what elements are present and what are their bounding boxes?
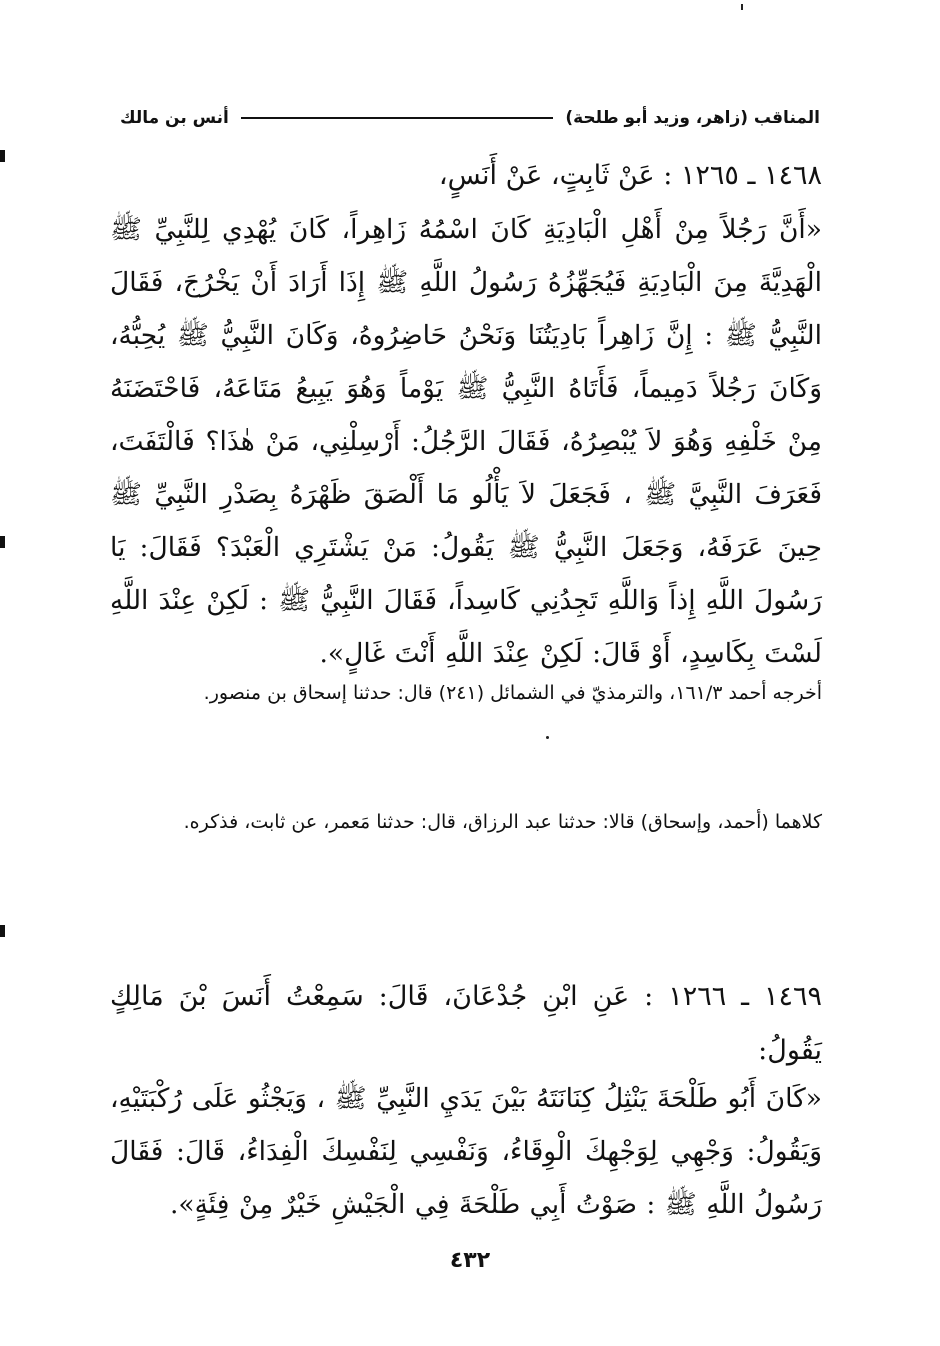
hadith-1468-heading: ١٤٦٨ ـ ١٢٦٥ : عَنْ ثَابِتٍ، عَنْ أَنَسٍ، xyxy=(438,160,822,191)
hadith-1469-text: «كَانَ أَبُو طَلْحَةَ يَنْثِلُ كِنَانَتَهُ بَيْنَ يَدَيِ النَّبِيِّ ﷺ ، وَيَجْثُو عَلَى رُكْبَتَيْهِ، وَيَقُولُ: وَجْهِي لِوَجْهِكَ الْوِقَاءُ، وَنَفْسِي لِنَفْسِكَ الْفِدَاءُ، قَالَ: فَقَالَ رَسُولُ اللَّهِ ﷺ : صَوْتُ أَبِي طَلْحَةَ فِي الْجَيْشِ خَيْرٌ مِنْ فِئَةٍ». xyxy=(110,1083,822,1220)
header-section-title: المناقب (زاهر، وزيد أبو طلحة) xyxy=(565,108,820,128)
takhrij-1468-narrators: أخرجه أحمد ١٦١/٣، والترمذيّ في الشمائل (٢٤١) قال: حدثنا إسحاق بن منصور. xyxy=(203,682,822,704)
header-rule xyxy=(241,117,553,119)
running-header xyxy=(120,100,820,136)
scan-edge-mark xyxy=(0,536,5,548)
scan-speck xyxy=(546,736,549,739)
hadith-1468-text: «أَنَّ رَجُلاً مِنْ أَهْلِ الْبَادِيَةِ كَانَ اسْمُهُ زَاهِراً، كَانَ يُهْدِي لِلنَّبِيِّ ﷺ الْهَدِيَّةَ مِنَ الْبَادِيَةِ فَيُجَهِّزُهُ رَسُولُ اللَّهِ ﷺ إِذَا أَرَادَ أَنْ يَخْرُجَ، فَقَالَ النَّبِيُّ ﷺ : إِنَّ زَاهِراً بَادِيَتُنَا وَنَحْنُ حَاضِرُوهُ، وَكَانَ النَّبِيُّ ﷺ يُحِبُّهُ، وَكَانَ رَجُلاً دَمِيماً، فَأَتَاهُ النَّبِيُّ ﷺ يَوْماً وَهُوَ يَبِيعُ مَتَاعَهُ، فَاحْتَضَنَهُ مِنْ خَلْفِهِ وَهُوَ لاَ يُبْصِرُهُ، فَقَالَ الرَّجُلُ: أَرْسِلْنِي، مَنْ هٰذَا؟ فَالْتَفَتَ، فَعَرَفَ النَّبِيَّ ﷺ ، فَجَعَلَ لاَ يَأْلُو مَا أَلْصَقَ ظَهْرَهُ بِصَدْرِ النَّبِيِّ ﷺ حِينَ عَرَفَهُ، وَجَعَلَ النَّبِيُّ ﷺ يَقُولُ: مَنْ يَشْتَرِي الْعَبْدَ؟ فَقَالَ: يَا رَسُولَ اللَّهِ إِذاً وَاللَّهِ تَجِدُنِي كَاسِداً، فَقَالَ النَّبِيُّ ﷺ : لَكِنْ عِنْدَ اللَّهِ لَسْتَ بِكَاسِدٍ، أَوْ قَالَ: لَكِنْ عِنْدَ اللَّهِ أَنْتَ غَالٍ». xyxy=(110,214,822,669)
page-number: ٤٣٢ xyxy=(449,1248,491,1273)
takhrij-1468-chain: كلاهما (أحمد، وإسحاق) قالا: حدثنا عبد الرزاق، قال: حدثنا مَعمر، عن ثابت، فذكره. xyxy=(183,811,822,833)
scan-speck xyxy=(741,4,743,10)
scan-edge-mark xyxy=(0,925,5,937)
header-chapter-title: أنس بن مالك xyxy=(120,108,229,128)
hadith-1469-heading: ١٤٦٩ ـ ١٢٦٦ : عَنِ ابْنِ جُدْعَانَ، قَالَ: سَمِعْتُ أَنَسَ بْنَ مَالِكٍ يَقُولُ: xyxy=(110,981,822,1066)
scan-edge-mark xyxy=(0,150,5,162)
